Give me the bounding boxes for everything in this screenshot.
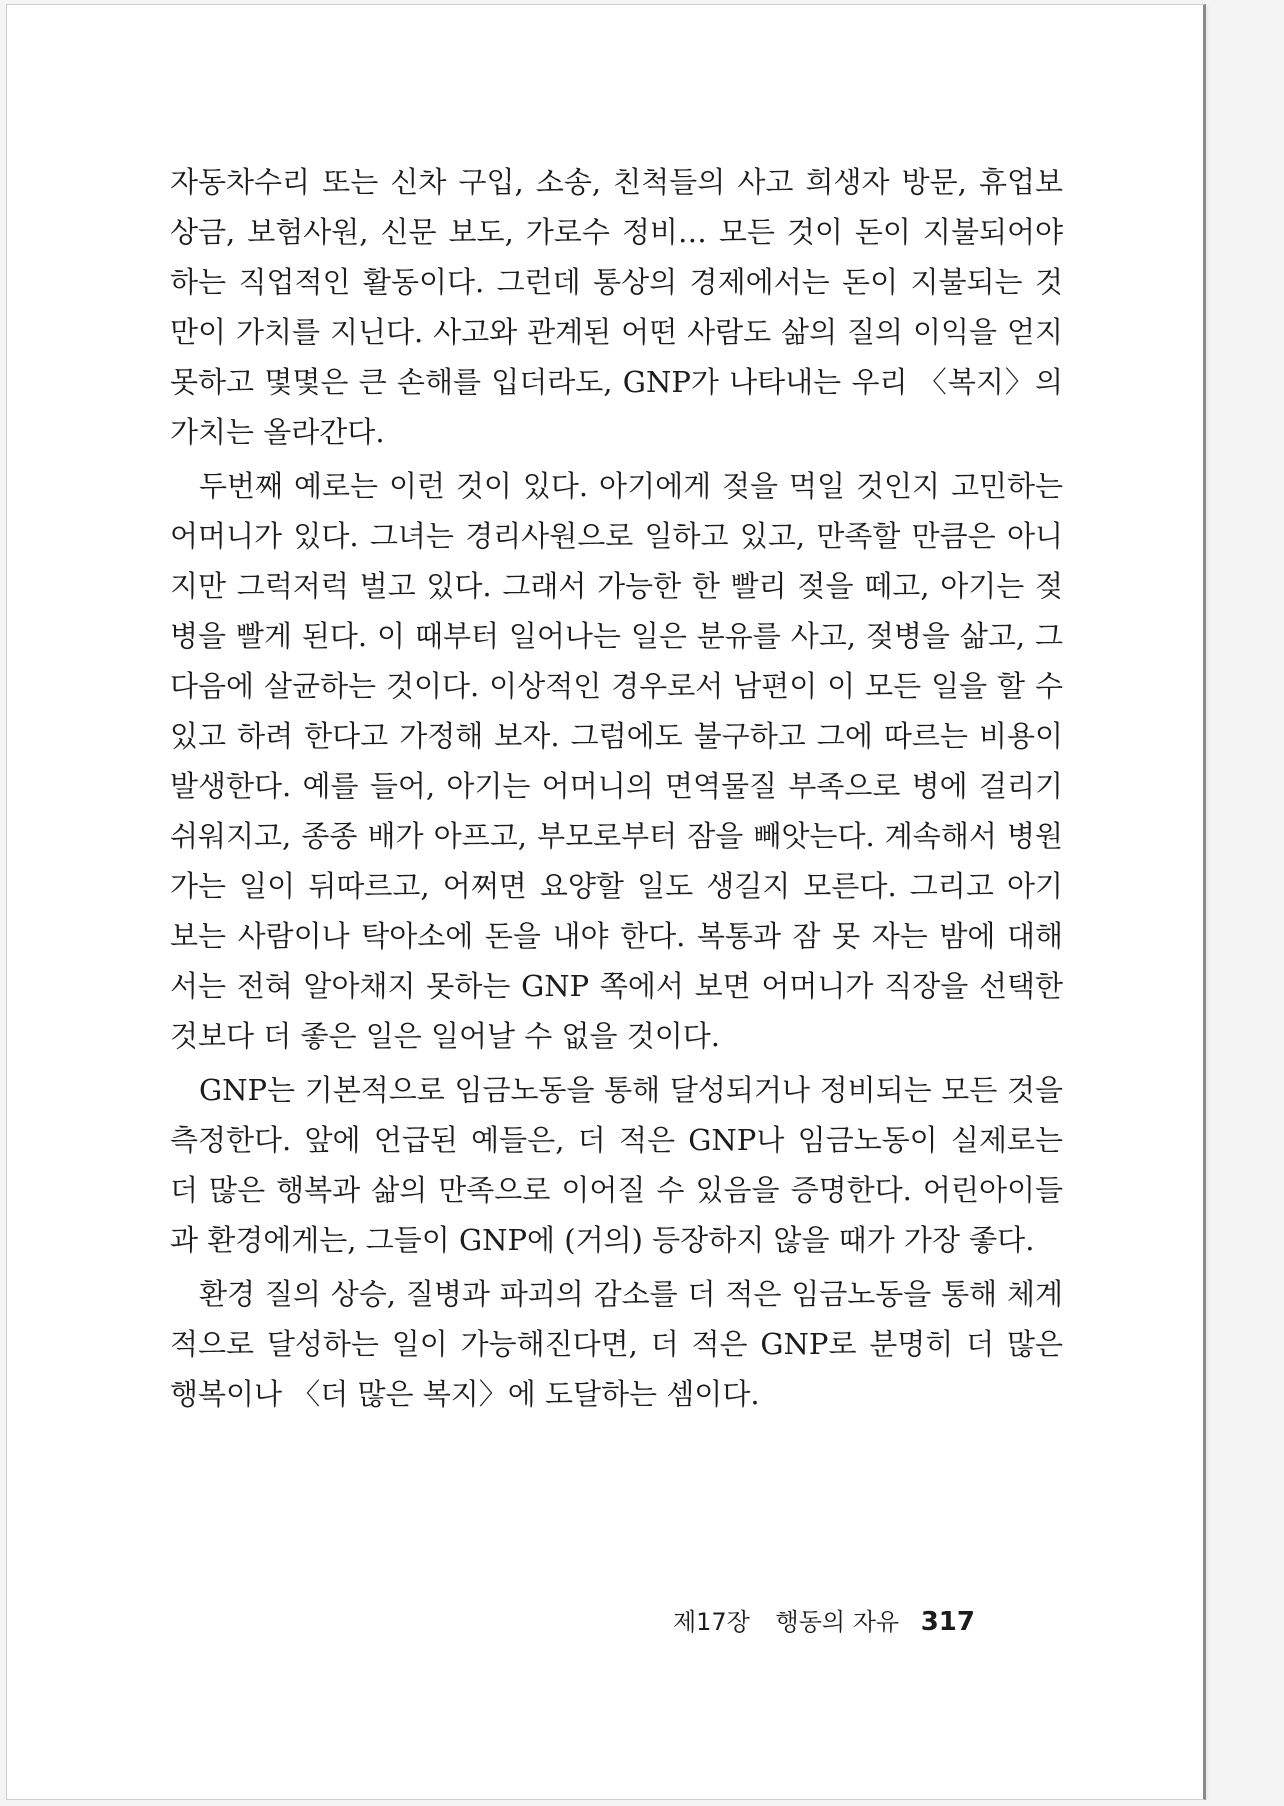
paragraph-4: 환경 질의 상승, 질병과 파괴의 감소를 더 적은 임금노동을 통해 체계적으로 달성하는 일이 가능해진다면, 더 적은 GNP로 분명히 더 많은 행복이나 〈더 많은 복지〉에 도달하는 셈이다. (170, 1277, 1063, 1411)
footer-chapter: 제17장 (672, 1608, 750, 1636)
page-body (170, 157, 1063, 1423)
paragraph-1: 자동차수리 또는 신차 구입, 소송, 친척들의 사고 희생자 방문, 휴업보상금, 보험사원, 신문 보도, 가로수 정비… 모든 것이 돈이 지불되어야 하는 직업적인 활동이다. 그런데 통상의 경제에서는 돈이 지불되는 것만이 가치를 지닌다. 사고와 관계된 어떤 사람도 삶의 질의 이익을 얻지 못하고 몇몇은 큰 손해를 입더라도, GNP가 나타내는 우리 〈복지〉의 가치는 올라간다. (170, 165, 1063, 449)
book-page (6, 4, 1206, 1800)
page-number: 317 (920, 1607, 975, 1637)
paragraph-2: 두번째 예로는 이런 것이 있다. 아기에게 젖을 먹일 것인지 고민하는 어머니가 있다. 그녀는 경리사원으로 일하고 있고, 만족할 만큼은 아니지만 그럭저럭 벌고 있다. 그래서 가능한 한 빨리 젖을 떼고, 아기는 젖병을 빨게 된다. 이 때부터 일어나는 일은 분유를 사고, 젖병을 삶고, 그 다음에 살균하는 것이다. 이상적인 경우로서 남편이 이 모든 일을 할 수 있고 하려 한다고 가정해 보자. 그럼에도 불구하고 그에 따르는 비용이 발생한다. 예를 들어, 아기는 어머니의 면역물질 부족으로 병에 걸리기 쉬워지고, 종종 배가 아프고, 부모로부터 잠을 빼앗는다. 계속해서 병원 가는 일이 뒤따르고, 어쩌면 요양할 일도 생길지 모른다. 그리고 아기 보는 사람이나 탁아소에 돈을 내야 한다. 복통과 잠 못 자는 밤에 대해서는 전혀 알아채지 못하는 GNP 쪽에서 보면 어머니가 직장을 선택한 것보다 더 좋은 일은 일어날 수 없을 것이다. (170, 469, 1063, 1053)
paragraph-3: GNP는 기본적으로 임금노동을 통해 달성되거나 정비되는 모든 것을 측정한다. 앞에 언급된 예들은, 더 적은 GNP나 임금노동이 실제로는 더 많은 행복과 삶의 만족으로 이어질 수 있음을 증명한다. 어린아이들과 환경에게는, 그들이 GNP에 (거의) 등장하지 않을 때가 가장 좋다. (170, 1073, 1063, 1257)
running-footer (673, 1602, 975, 1637)
footer-chapter-title: 행동의 자유 (775, 1608, 900, 1636)
